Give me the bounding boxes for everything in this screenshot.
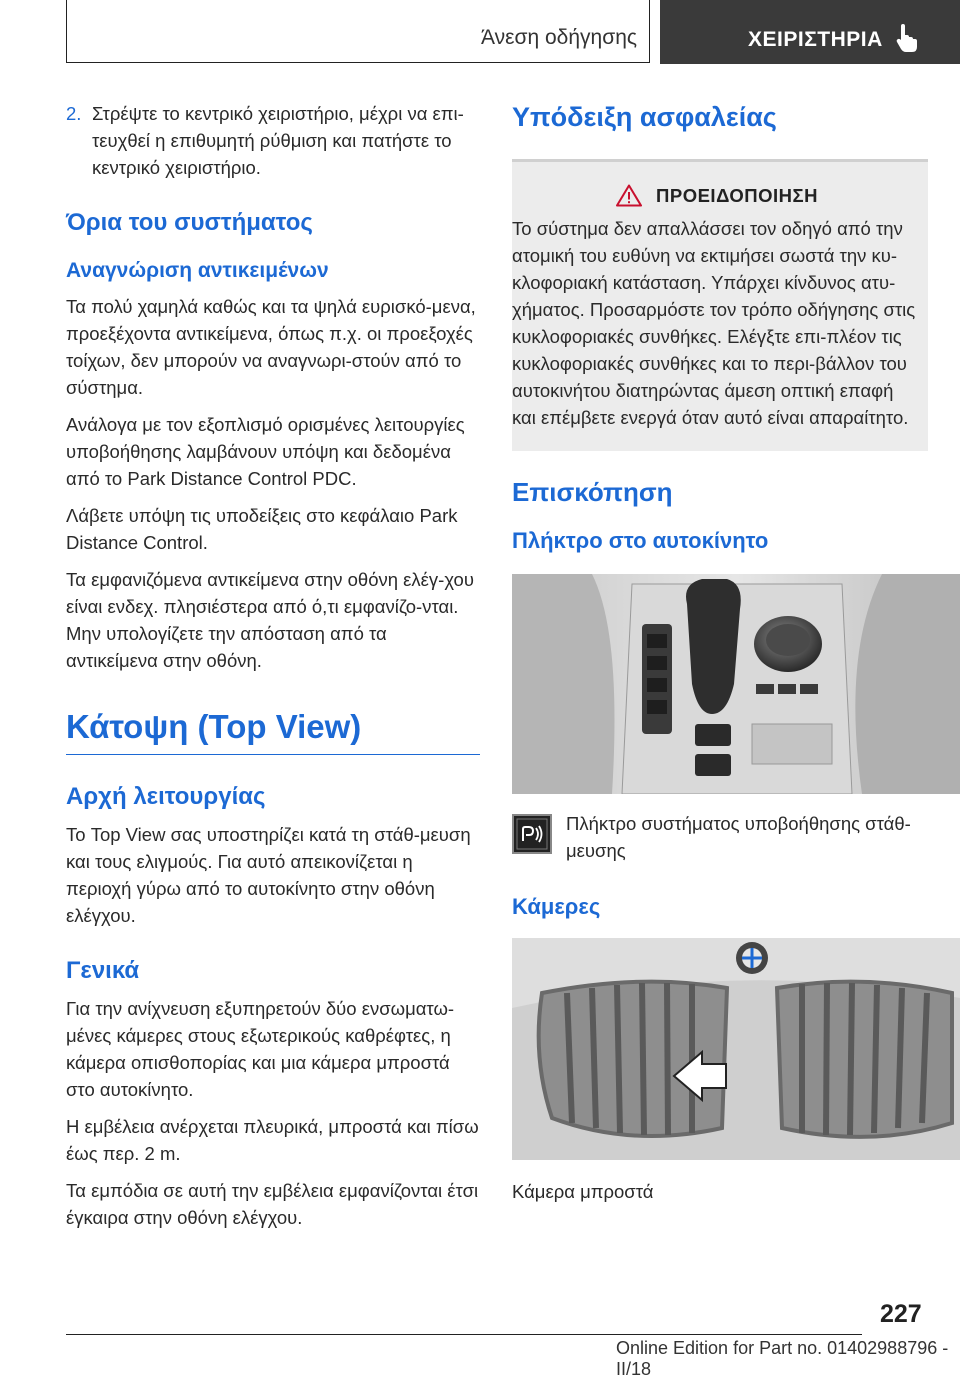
general-paragraph: Τα εμπόδια σε αυτή την εμβέλεια εμφανίζονται έτσι έγκαιρα στην οθόνη ελέγχου. <box>66 1180 479 1228</box>
general-paragraph: Η εμβέλεια ανέρχεται πλευρικά, μπροστά και πίσω έως περ. 2 m. <box>66 1116 479 1164</box>
button-heading: Πλήκτρο στο αυτοκίνητο <box>512 528 769 553</box>
principle-paragraph: Το Top View σας υποστηρίζει κατά τη στάθ-μευση και τους ελιγμούς. Για αυτό απεικονίζεται η περιοχή γύρω από το αυτοκίνητο στην οθόνη ελέγχου. <box>66 824 471 926</box>
safety-heading: Υπόδειξη ασφαλείας <box>512 102 777 132</box>
header-chapter-title: ΧΕΙΡΙΣΤΗΡΙΑ <box>748 28 883 51</box>
step-item <box>66 100 480 181</box>
cameras-heading: Κάμερες <box>512 894 601 919</box>
right-column <box>512 100 928 1215</box>
topview-heading-wrap <box>66 708 480 755</box>
step-number: 2. <box>66 103 82 124</box>
detection-paragraph: Τα πολύ χαμηλά καθώς και τα ψηλά ευρισκό-μενα, προεξέχοντα αντικείμενα, όπως π.χ. οι προεξοχές τοίχων, δεν μπορούν να αναγνωρι-στούν από το σύστημα. <box>66 296 476 398</box>
front-grille-illustration <box>512 938 960 1160</box>
warning-triangle-icon <box>616 184 642 207</box>
detection-paragraph: Τα εμφανιζόμενα αντικείμενα στην οθόνη ελέγ-χου είναι ενδεχ. πλησιέστερα από ό,τι εμφανίζο-νται. Μην υπολογίζετε την απόσταση από τα αντικείμενα στην οθόνη. <box>66 569 474 671</box>
header-chapter-box <box>660 0 960 64</box>
warning-box <box>512 162 928 451</box>
header-section-box <box>66 0 650 63</box>
page-header <box>0 0 960 66</box>
detection-heading: Αναγνώριση αντικειμένων <box>66 259 329 282</box>
footer-rule <box>66 1334 862 1335</box>
detection-paragraph: Ανάλογα με τον εξοπλισμό ορισμένες λειτουργίες υποβοήθησης λαμβάνουν υπόψη και δεδομένα από το Park Distance Control PDC. <box>66 414 465 489</box>
left-column <box>66 100 480 1241</box>
button-caption-row <box>512 810 928 864</box>
general-heading: Γενικά <box>66 957 140 984</box>
camera-caption: Κάμερα μπροστά <box>512 1181 654 1202</box>
center-console-illustration <box>512 574 960 794</box>
topview-heading: Κάτοψη (Top View) <box>66 708 362 745</box>
center-console-photo <box>512 574 960 794</box>
front-camera-photo <box>512 938 960 1160</box>
principle-heading: Αρχή λειτουργίας <box>66 783 266 810</box>
park-assist-button-icon <box>512 814 552 854</box>
page-number: 227 <box>880 1300 922 1328</box>
header-section-title: Άνεση οδήγησης <box>481 26 637 49</box>
step-text: Στρέψτε το κεντρικό χειριστήριο, μέχρι να επι-τευχθεί η επιθυμητή ρύθμιση και πατήστε το κεντρικό χειριστήριο. <box>92 103 464 178</box>
limits-heading: Όρια του συστήματος <box>66 209 313 236</box>
detection-paragraph: Λάβετε υπόψη τις υποδείξεις στο κεφάλαιο Park Distance Control. <box>66 505 458 553</box>
edition-info: Online Edition for Part no. 01402988796 - II/18 <box>616 1338 949 1379</box>
overview-heading: Επισκόπηση <box>512 477 673 507</box>
warning-text: Το σύστημα δεν απαλλάσσει τον οδηγό από την ατομική του ευθύνη να εκτιμήσει σωστά την κυ-κλοφοριακή κατάσταση. Υπάρχει κίνδυνος ατυ-χήματος. Προσαρμόστε τον τρόπο οδήγησης στις κυκλοφοριακές συνθήκες. Ελέγξτε επι-πλέον τις κυκλοφοριακές συνθήκες και το περι-βάλλον του αυτοκινήτου διατηρώντας άμεση οπτική επαφή και επέμβετε ενεργά όταν αυτό είναι απαραίτητο. <box>512 218 916 428</box>
hand-pointer-icon <box>896 24 918 52</box>
button-caption: Πλήκτρο συστήματος υποβοήθησης στάθ-μευσης <box>566 813 911 861</box>
warning-header <box>512 184 922 207</box>
warning-label: ΠΡΟΕΙΔΟΠΟΙΗΣΗ <box>656 184 818 206</box>
general-paragraph: Για την ανίχνευση εξυπηρετούν δύο ενσωματω-μένες κάμερες στους εξωτερικούς καθρέφτες, η κάμερα οπισθοπορίας και μια κάμερα μπροστά στο αυτοκίνητο. <box>66 998 455 1100</box>
